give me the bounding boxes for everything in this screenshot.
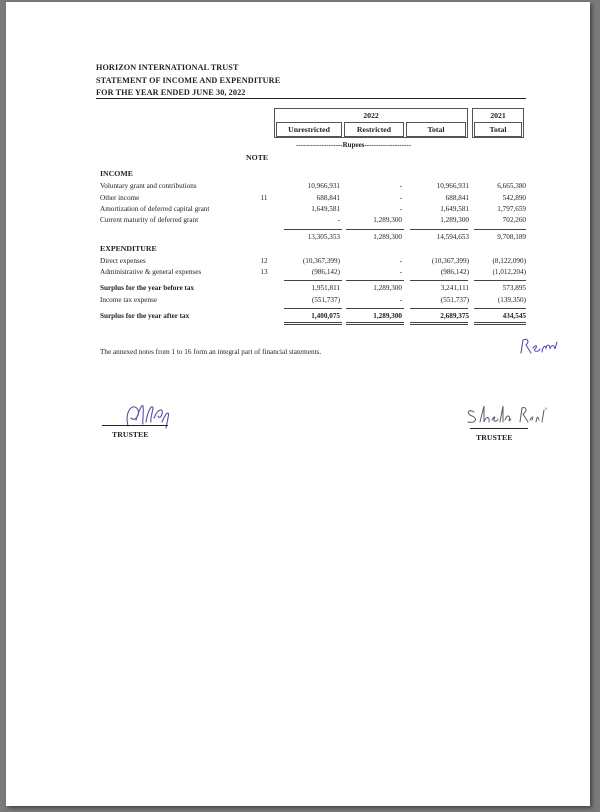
statement-period: FOR THE YEAR ENDED JUNE 30, 2022 (96, 88, 246, 97)
note-heading: NOTE (246, 153, 269, 162)
total-value: (551,737) (440, 296, 469, 304)
total-value: 10,966,931 (436, 182, 469, 190)
row-label: Surplus for the year before tax (100, 284, 195, 292)
restricted-value: - (399, 257, 402, 265)
statement-title: STATEMENT OF INCOME AND EXPENDITURE (96, 76, 281, 85)
left-signature-icon (106, 400, 186, 432)
row-label: Voluntary grant and contributions (100, 182, 197, 190)
subtotal-rule (410, 308, 468, 309)
unrestricted-value: 10,966,931 (307, 182, 340, 190)
row-label: Income tax expense (100, 296, 158, 304)
subtotal-rule (284, 308, 342, 309)
double-rule (346, 324, 404, 325)
restricted-value: 1,289,300 (373, 233, 402, 241)
total-2021-value: 542,890 (502, 194, 526, 202)
restricted-value: 1,289,300 (373, 216, 402, 224)
year-2022-heading: 2022 (363, 111, 379, 120)
total-value: 2,689,375 (440, 312, 469, 320)
currency-label: --------------------Rupees-------------------- (296, 141, 412, 149)
unrestricted-value: 1,951,811 (311, 284, 340, 292)
total-2022-heading: Total (427, 125, 445, 134)
footnote: The annexed notes from 1 to 16 form an integral part of financial statements. (100, 348, 322, 356)
total-value: 14,594,653 (436, 233, 469, 241)
subtotal-rule (410, 280, 468, 281)
note-ref: 11 (260, 194, 268, 202)
row-label: Surplus for the year after tax (100, 312, 190, 320)
double-rule (284, 324, 342, 325)
total-2021-value: 573,895 (502, 284, 526, 292)
restricted-heading: Restricted (356, 125, 392, 134)
unrestricted-heading: Unrestricted (288, 125, 330, 134)
row-label: Current maturity of deferred grant (100, 216, 199, 224)
double-rule (474, 322, 526, 323)
subtotal-rule (346, 229, 404, 230)
restricted-value: 1,289,300 (373, 284, 402, 292)
double-rule (474, 324, 526, 325)
unrestricted-value: - (337, 216, 340, 224)
expenditure-heading: EXPENDITURE (100, 244, 157, 253)
total-2021-value: 702,260 (502, 216, 526, 224)
total-2021-value: (139,350) (497, 296, 526, 304)
total-2021-value: 434,545 (502, 312, 526, 320)
restricted-value: - (399, 205, 402, 213)
total-value: 3,241,111 (440, 284, 469, 292)
total-value: (10,367,399) (431, 257, 469, 265)
subtotal-rule (284, 280, 342, 281)
income-heading: INCOME (100, 169, 133, 178)
total-value: 1,289,300 (440, 216, 469, 224)
subtotal-rule (284, 229, 342, 230)
subtotal-rule (346, 280, 404, 281)
initials-signature-icon (518, 334, 566, 358)
unrestricted-value: 1,649,581 (311, 205, 340, 213)
subtotal-rule (410, 229, 468, 230)
total-2021-value: (1,012,204) (492, 268, 526, 276)
double-rule (346, 322, 404, 323)
total-2021-heading: Total (489, 125, 507, 134)
unrestricted-value: 13,305,353 (307, 233, 340, 241)
unrestricted-value: (10,367,399) (302, 257, 340, 265)
double-rule (410, 324, 468, 325)
unrestricted-value: (551,737) (311, 296, 340, 304)
right-signature-line (470, 428, 528, 429)
left-trustee-title: TRUSTEE (112, 430, 149, 439)
left-signature-line (102, 425, 168, 426)
total-value: 1,649,581 (440, 205, 469, 213)
total-2021-value: 6,665,380 (497, 182, 526, 190)
double-rule (410, 322, 468, 323)
restricted-value: - (399, 182, 402, 190)
subtotal-rule (346, 308, 404, 309)
row-label: Amortization of deferred capital grant (100, 205, 210, 213)
restricted-value: 1,289,300 (373, 312, 402, 320)
row-label: Direct expenses (100, 257, 146, 265)
total-2021-value: 1,797,659 (497, 205, 526, 213)
total-2021-value: 9,708,189 (497, 233, 526, 241)
unrestricted-value: (986,142) (311, 268, 340, 276)
org-name: HORIZON INTERNATIONAL TRUST (96, 63, 239, 72)
subtotal-rule (474, 308, 526, 309)
unrestricted-value: 1,400,075 (311, 312, 340, 320)
header-rule (96, 98, 526, 99)
subtotal-rule (474, 280, 526, 281)
restricted-value: - (399, 268, 402, 276)
document-page (6, 2, 590, 806)
right-trustee-title: TRUSTEE (476, 433, 513, 442)
year-2021-heading: 2021 (490, 111, 506, 120)
total-value: 688,841 (445, 194, 469, 202)
unrestricted-value: 688,841 (316, 194, 340, 202)
note-ref: 12 (260, 257, 268, 265)
total-2021-value: (8,122,090) (492, 257, 526, 265)
row-label: Administrative & general expenses (100, 268, 202, 276)
restricted-value: - (399, 194, 402, 202)
subtotal-rule (474, 229, 526, 230)
right-signature-icon (462, 402, 562, 430)
row-label: Other income (100, 194, 140, 202)
total-value: (986,142) (440, 268, 469, 276)
note-ref: 13 (260, 268, 268, 276)
double-rule (284, 322, 342, 323)
restricted-value: - (399, 296, 402, 304)
